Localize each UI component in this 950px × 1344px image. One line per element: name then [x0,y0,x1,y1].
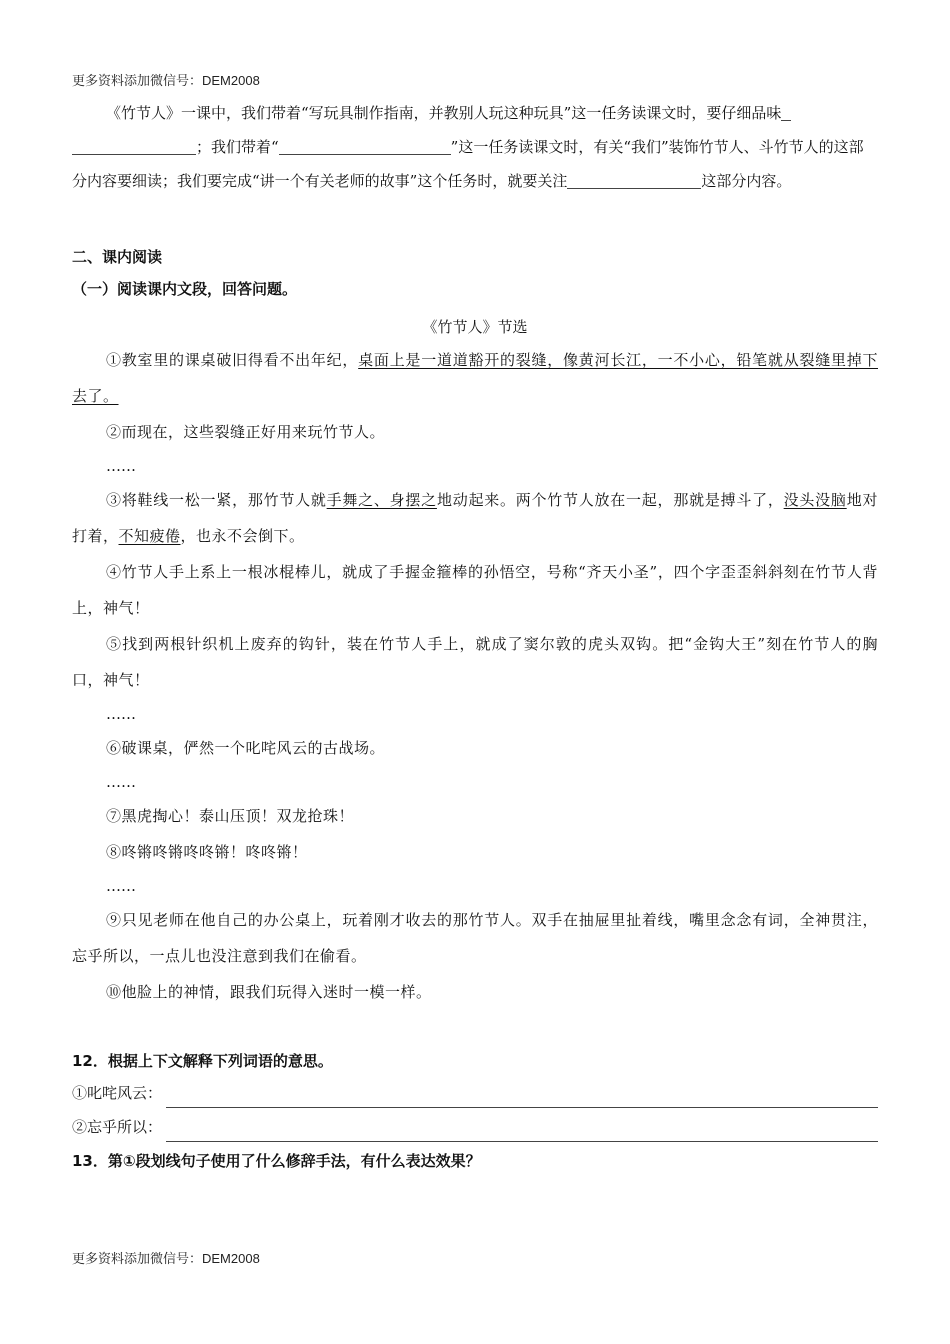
passage-paragraph-1 [72,342,878,414]
question-12-item-2 [72,1112,878,1142]
intro-text-3: ”这一任务读课文时，有关“我们”装饰竹节人、斗竹节人的这部分内容要细读；我们要完成“讲一个有关老师的故事”这个任务时，就要关注 [72,138,864,190]
intro-text-2: ；我们带着“ [196,138,279,156]
passage-paragraph-3 [72,482,878,554]
passage-paragraph-8: ⑧咚锵咚锵咚咚锵！咚咚锵！ [106,843,308,861]
passage-paragraph-4: ④竹节人手上系上一根冰棍棒儿，就成了手握金箍棒的孙悟空，号称“齐天小圣”，四个字歪歪斜斜刻在竹节人背上，神气！ [72,563,878,617]
passage-paragraph-9: ⑨只见老师在他自己的办公桌上，玩着刚才收去的那竹节人。双手在抽屉里扯着线，嘴里念念有词，全神贯注，忘乎所以，一点儿也没注意到我们在偷看。 [72,911,878,965]
ellipsis-4: …… [106,877,136,895]
p3-text-c: 地对打着， [72,491,878,545]
ellipsis-2: …… [106,705,136,723]
header-note: 更多资料添加微信号：DEM2008 [72,73,260,88]
p3-text-d: ，也永不会倒下。 [180,527,305,545]
p3-underlined-2: 没头没脑 [783,491,847,509]
question-12-title: 12．根据上下文解释下列词语的意思。 [72,1052,333,1070]
p1-text: ①教室里的课桌破旧得看不出年纪， [106,351,359,369]
passage-paragraph-10: ⑩他脸上的神情，跟我们玩得入迷时一模一样。 [106,983,432,1001]
p3-text-a: ③将鞋线一松一紧，那竹节人就 [106,491,327,509]
passage-paragraph-2: ②而现在，这些裂缝正好用来玩竹节人。 [106,423,386,441]
passage-paragraph-5: ⑤找到两根针织机上废弃的钩针，装在竹节人手上，就成了窦尔敦的虎头双钩。把“金钩大王”刻在竹节人的胸口，神气！ [72,635,878,689]
ellipsis-1: …… [106,457,136,475]
p1-underlined-sentence: 桌面上是一道道豁开的裂缝，像黄河长江，一不小心，铅笔就从裂缝里掉下去了。 [72,351,878,405]
p3-underlined-3: 不知疲倦 [118,527,181,545]
intro-text-1: 《竹节人》一课中，我们带着“写玩具制作指南，并教别人玩这种玩具”这一任务读课文时，要仔细品味 [106,104,782,122]
q12-item-2-label: ②忘乎所以： [72,1118,163,1136]
page-content [72,96,878,1178]
q12-answer-line-2[interactable] [166,1119,878,1142]
intro-text-4: 这部分内容。 [701,172,792,190]
section-title: 二、课内阅读 [72,248,163,266]
passage-title: 《竹节人》节选 [422,318,528,336]
footer-note: 更多资料添加微信号：DEM2008 [72,1251,260,1266]
p3-underlined-1: 手舞之、身摆之 [326,491,437,509]
subsection-title: （一）阅读课内文段，回答问题。 [72,280,298,298]
passage-paragraph-7: ⑦黑虎掏心！泰山压顶！双龙抢珠！ [106,807,355,825]
question-13-title: 13．第①段划线句子使用了什么修辞手法，有什么表达效果？ [72,1152,481,1170]
answer-blank-1b[interactable] [72,136,196,155]
question-12-item-1 [72,1078,878,1108]
q12-answer-line-1[interactable] [166,1085,878,1108]
ellipsis-3: …… [106,773,136,791]
intro-paragraph [72,96,878,198]
p3-text-b: 地动起来。两个竹节人放在一起，那就是搏斗了， [436,491,784,509]
answer-blank-2[interactable] [279,136,451,155]
passage-paragraph-6: ⑥破课桌，俨然一个叱咤风云的古战场。 [106,739,386,757]
q12-item-1-label: ①叱咤风云： [72,1084,163,1102]
answer-blank-1[interactable] [781,102,791,121]
answer-blank-3[interactable] [567,170,701,189]
